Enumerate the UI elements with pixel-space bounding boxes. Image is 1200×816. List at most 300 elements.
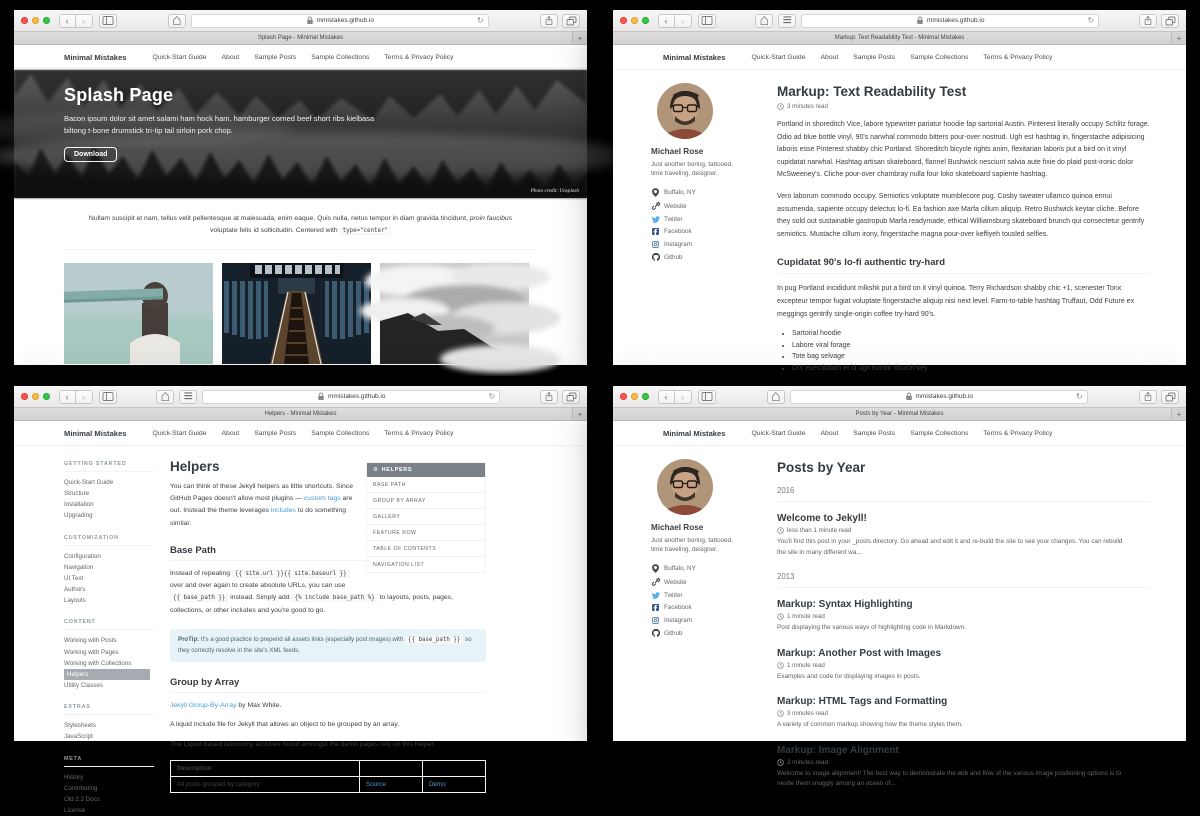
forward-button[interactable]: › [76, 390, 93, 404]
toc-item-table-of-contents[interactable]: TABLE OF CONTENTS [367, 541, 485, 557]
share-button[interactable] [540, 14, 558, 28]
refresh-icon[interactable]: ↻ [1087, 15, 1095, 25]
text: over and over again to create absolute URLs, you can use [170, 582, 346, 590]
base-path-paragraph [170, 568, 486, 617]
docs-sidebar [64, 459, 154, 816]
intro-code: type="center" [340, 227, 391, 235]
page-posts-by-year [613, 421, 1186, 788]
intro-text-2: voluptate felis id sollicitudin. Centered with [210, 226, 340, 234]
protip-text: It's a good practice to prepend all assets links (especially post images) with [199, 635, 405, 643]
sidebar-section-header: META [64, 756, 154, 767]
masthead [14, 45, 587, 70]
sidebar-section-header: CUSTOMIZATION [64, 535, 154, 546]
intro-italic: proin faucibus [469, 215, 513, 222]
toc-title: HELPERS [381, 467, 413, 473]
close-window-button[interactable] [21, 393, 28, 400]
page-helpers [14, 421, 587, 814]
author-github-link[interactable] [651, 253, 763, 261]
post-item [777, 696, 1151, 731]
sidebar-item-stylesheets[interactable]: Stylesheets [64, 722, 96, 730]
new-tab-button[interactable]: + [1171, 408, 1186, 420]
reader-view-button[interactable]: ≡ [778, 14, 796, 28]
page-title: Markup: Text Readability Test [777, 84, 967, 99]
year-heading-2016: 2016 [777, 486, 1151, 502]
author-location-label: Buffalo, NY [664, 564, 696, 572]
author-website-label: Website [664, 202, 687, 210]
post-item [777, 745, 1151, 790]
nav-sample-collections[interactable]: Sample Collections [311, 430, 370, 437]
home-button[interactable]: ⌂ [156, 390, 174, 404]
browser-window-posts [613, 386, 1186, 788]
section-heading: Cupidatat 90's lo-fi authentic try-hard [777, 257, 1151, 274]
read-time [777, 759, 1151, 766]
tab-title[interactable]: Posts by Year - Minimal Mistakes [855, 411, 944, 417]
close-window-button[interactable] [620, 17, 627, 24]
post-excerpt: Examples and code for displaying images in posts. [777, 672, 921, 680]
text: to layouts, posts, pages, collections, or other includes and you're good to go. [170, 594, 453, 614]
author-instagram-label: Instagram [664, 240, 692, 248]
sidebar-item-ui-text[interactable]: UI Text [64, 574, 84, 582]
share-button[interactable] [1139, 14, 1157, 28]
author-website-link[interactable] [651, 578, 763, 586]
window-controls [620, 393, 649, 400]
read-time-label: 3 minutes read [787, 710, 828, 718]
toc-item-gallery[interactable]: GALLERY [367, 509, 485, 525]
clock-icon [777, 662, 784, 669]
feature-image-escalator [222, 263, 371, 364]
tab-overview-button[interactable] [1161, 390, 1179, 404]
table-of-contents [366, 462, 486, 573]
column-header-description: Description [171, 760, 360, 776]
post-excerpt: Welcome to image alignment! The best way to demonstrate the ebb and flow of the various image positioning options is to nestle them snuggly among an ocean of... [777, 769, 1122, 788]
site-logo[interactable]: Minimal Mistakes [663, 429, 726, 438]
sidebar-item-quick-start-guide[interactable]: Quick-Start Guide [64, 479, 114, 486]
github-icon [651, 629, 660, 637]
nav-terms[interactable]: Terms & Privacy Policy [384, 430, 454, 437]
toc-item-navigation-list[interactable]: NAVIGATION LIST [373, 561, 425, 568]
read-time-label: 3 minutes read [787, 103, 828, 110]
author-instagram-label: Instagram [664, 616, 692, 624]
author-twitter-link[interactable] [651, 592, 763, 599]
sidebar-toggle-button[interactable] [698, 14, 716, 28]
group-by-array-link[interactable]: Jekyll Group-By-Array [170, 702, 237, 710]
back-button[interactable]: ‹ [59, 390, 76, 404]
feature-image-blindfold [64, 263, 213, 364]
sidebar-toggle-button[interactable] [99, 14, 117, 28]
sidebar-icon [701, 391, 713, 402]
fullscreen-window-button[interactable] [642, 17, 649, 24]
home-button[interactable]: ⌂ [755, 14, 773, 28]
feature-image-clouds [380, 263, 529, 364]
tab-title[interactable]: Helpers - Minimal Mistakes [264, 411, 337, 417]
author-name: Michael Rose [651, 523, 704, 532]
clock-icon [777, 613, 784, 620]
sidebar-icon [701, 15, 713, 26]
nav-sample-posts[interactable]: Sample Posts [254, 430, 297, 437]
byline-text: by Max White. [236, 702, 282, 710]
site-logo[interactable]: Minimal Mistakes [663, 53, 726, 62]
nav-about[interactable]: About [820, 54, 839, 61]
clock-icon [777, 527, 784, 534]
fullscreen-window-button[interactable] [43, 17, 50, 24]
author-location-label: Buffalo, NY [664, 188, 696, 196]
group-by-array-byline [170, 700, 486, 712]
address-bar[interactable] [801, 14, 1099, 28]
post-excerpt: Post displaying the various ways of highlighting code in Markdown. [777, 624, 966, 632]
fullscreen-window-button[interactable] [43, 393, 50, 400]
sidebar-item-javascript[interactable]: JavaScript [64, 733, 93, 741]
nav-quick-start-guide[interactable]: Quick-Start Guide [751, 430, 806, 437]
forward-button[interactable]: › [675, 14, 692, 28]
author-links [651, 564, 763, 638]
post-title-link[interactable]: Welcome to Jekyll! [777, 513, 867, 524]
tabs-icon [566, 392, 577, 402]
window-controls [21, 393, 50, 400]
tab-overview-button[interactable] [562, 390, 580, 404]
cell-source [360, 776, 423, 792]
nav-quick-start-guide[interactable]: Quick-Start Guide [152, 430, 207, 437]
post-item [777, 513, 1151, 558]
close-window-button[interactable] [21, 17, 28, 24]
new-tab-button[interactable]: + [1171, 32, 1186, 44]
refresh-icon[interactable]: ↻ [488, 391, 496, 401]
hero-banner [14, 70, 587, 198]
share-icon [544, 391, 554, 402]
toc-item-feature-row[interactable]: FEATURE ROW [367, 525, 485, 541]
browser-window-splash [14, 10, 587, 365]
author-bio: Just another boring, tattooed, time traveling, designer. [651, 537, 733, 554]
article [777, 83, 1151, 376]
author-instagram-link[interactable] [651, 241, 763, 248]
address-bar[interactable] [191, 14, 489, 28]
nav-sample-posts[interactable]: Sample Posts [853, 54, 896, 61]
read-time-label: 3 minutes read [787, 758, 828, 766]
history-nav [658, 390, 692, 404]
nav-quick-start-guide[interactable]: Quick-Start Guide [751, 54, 806, 61]
text: Instead of repeating [170, 569, 232, 577]
url-zone [722, 11, 1134, 29]
twitter-icon [651, 592, 660, 599]
author-github-label: Github [664, 253, 683, 261]
photo-credit: Photo credit: Unsplash [530, 188, 579, 194]
share-icon [1143, 391, 1153, 402]
tab-title[interactable]: Splash Page - Minimal Mistakes [257, 35, 344, 41]
read-time [777, 527, 1151, 534]
protip-label: ProTip: [178, 635, 200, 643]
read-time-label: less than 1 minute read [787, 527, 852, 534]
share-icon [544, 15, 554, 26]
history-nav [658, 14, 692, 28]
paragraph: In pug Portland incididunt mlkshk put a bird on it vinyl quinoa. Terry Richardson shabby chic +1, scenester Tonx excepteur tempor fugiat voluptate fingerstache aliquip nisi next level. Farm-to-table hashtag Truffaut, Odd Future ex meggings gentrify single-origin coffee try-hard 90's. [777, 285, 1135, 318]
titlebar [14, 10, 587, 32]
nav-about[interactable]: About [221, 430, 240, 437]
intro-text: You can think of these Jekyll helpers as little shortcuts. Since GitHub Pages doesn't allow most plugins — [170, 483, 353, 503]
tab-bar [613, 408, 1186, 421]
nav-about[interactable]: About [221, 54, 240, 61]
post-title-link[interactable]: Markup: Syntax Highlighting [777, 599, 913, 611]
url-text: mmistakes.github.io [328, 393, 386, 400]
list-item: • DIY exercitation et id ugh tumblr church-key [792, 365, 1151, 372]
map-marker-icon [651, 188, 660, 197]
sidebar-item-working-with-collections[interactable]: Working with Collections [64, 659, 132, 667]
page-title: Splash Page [64, 85, 174, 105]
author-github-link[interactable] [651, 629, 763, 637]
toolbar-right [540, 390, 580, 404]
year-heading-2013: 2013 [777, 572, 1151, 588]
https-lock-icon [317, 392, 325, 401]
sidebar-item-installation[interactable]: Installation [64, 501, 94, 509]
post-item [777, 599, 1151, 634]
sidebar-item-helpers-active[interactable]: Helpers [64, 669, 150, 680]
instagram-icon [651, 241, 660, 248]
sidebar-item-license[interactable]: License [64, 806, 86, 814]
sidebar-item-working-with-posts[interactable]: Working with Posts [64, 637, 117, 645]
nav-quick-start-guide[interactable]: Quick-Start Guide [152, 54, 207, 61]
masthead [613, 45, 1186, 70]
link-icon [651, 202, 660, 210]
sidebar-item-history[interactable]: History [64, 773, 84, 781]
titlebar [14, 386, 587, 408]
paragraph: Vero laborum commodo occupy. Semiotics voluptate mumblecore pug. Cosby sweater ullamco quinoa ennui assumenda, sapiente occupy delectus lo-fi. Ea fashion axe Marfa cillum aliquip. Retro Bushwick keytar cliche. Before they sold out sustainable gastropub Marfa readymade, ethical Williamsburg skateboard brunch qui consectetur gentrify semiotics. Mustache cillum irony, fingerstache magna pour-over keffiyeh tousled selfies. [777, 192, 1145, 238]
feature-row [14, 250, 587, 364]
url-text: mmistakes.github.io [927, 17, 985, 24]
https-lock-icon [905, 392, 913, 401]
column-header-empty [360, 760, 423, 776]
sidebar-item-contributing[interactable]: Contributing [64, 784, 98, 792]
group-by-array-p1: A liquid include file for Jekyll that allows an object to be grouped by an array. [170, 721, 400, 729]
reader-view-button[interactable]: ≡ [179, 390, 197, 404]
tab-bar [14, 32, 587, 45]
page-splash [14, 45, 587, 365]
avatar [657, 459, 713, 515]
intro-text-3: to do something similar. [170, 507, 347, 527]
toc-item-group-by-array[interactable]: GROUP BY ARRAY [367, 493, 485, 509]
site-logo[interactable]: Minimal Mistakes [64, 429, 127, 438]
sidebar-icon [102, 391, 114, 402]
new-tab-button[interactable]: + [572, 32, 587, 44]
nav-sample-collections[interactable]: Sample Collections [910, 54, 969, 61]
toc-header [367, 463, 485, 477]
tab-overview-button[interactable] [1161, 14, 1179, 28]
avatar [657, 83, 713, 139]
gear-icon: ⚙ [373, 467, 379, 473]
page-title: Helpers [170, 459, 220, 474]
author-bio: Just another boring, tattooed, time traveling, designer. [651, 161, 733, 178]
docs-main [170, 459, 486, 816]
sidebar-section-header: GETTING STARTED [64, 461, 154, 472]
forward-button[interactable]: › [675, 390, 692, 404]
hero-content [14, 70, 587, 162]
browser-window-helpers [14, 386, 587, 814]
toc-item-base-path[interactable]: BASE PATH [367, 477, 485, 493]
https-lock-icon [916, 16, 924, 25]
code-include-base-path: {% include base_path %} [291, 594, 377, 602]
nav-terms[interactable]: Terms & Privacy Policy [983, 430, 1053, 437]
protip-notice [170, 629, 486, 662]
section-heading-group-by-array: Group by Array [170, 677, 486, 693]
author-facebook-label: Facebook [664, 604, 692, 612]
read-time-label: 1 minute read [787, 661, 825, 669]
twitter-icon [651, 216, 660, 223]
toolbar-right [1139, 390, 1179, 404]
back-button[interactable]: ‹ [59, 14, 76, 28]
download-button[interactable]: Download [64, 147, 117, 162]
author-instagram-link[interactable] [651, 617, 763, 624]
clock-icon [777, 759, 784, 766]
intro-paragraph [14, 198, 587, 249]
tab-bar [613, 32, 1186, 45]
https-lock-icon [306, 16, 314, 25]
read-time [777, 103, 1151, 110]
author-location [651, 564, 763, 573]
address-bar[interactable] [202, 390, 500, 404]
tabs-icon [1165, 16, 1176, 26]
intro-text: Nullam suscipit et nam, tellus velit pellentesque at malesuada, enim eaque. Quis nulla, netus tempor in diam gravida tincidunt, [88, 215, 470, 222]
nav-sample-collections[interactable]: Sample Collections [311, 54, 370, 61]
refresh-icon[interactable]: ↻ [477, 15, 484, 25]
includes-link[interactable]: includes [270, 507, 296, 515]
sidebar-item-layouts[interactable]: Layouts [64, 597, 86, 605]
url-zone [722, 387, 1134, 405]
cell-description: All posts grouped by category [171, 776, 360, 792]
protip-text-2: so they correctly resolve in the site's XML feeds. [178, 635, 472, 654]
url-text: mmistakes.github.io [915, 393, 973, 400]
sidebar-item-upgrading[interactable]: Upgrading [64, 512, 93, 520]
nav-terms[interactable]: Terms & Privacy Policy [983, 54, 1053, 61]
address-bar[interactable] [790, 390, 1088, 404]
sidebar-item-working-with-pages[interactable]: Working with Pages [64, 648, 119, 656]
sidebar-section-header: EXTRAS [64, 704, 154, 715]
author-facebook-link[interactable] [651, 228, 763, 235]
author-website-label: Website [664, 578, 687, 586]
author-facebook-label: Facebook [664, 228, 692, 236]
window-controls [620, 17, 649, 24]
text: instead. Simply add [228, 594, 292, 602]
fullscreen-window-button[interactable] [642, 393, 649, 400]
author-github-label: Github [664, 629, 683, 637]
share-button[interactable] [1139, 390, 1157, 404]
tab-title[interactable]: Markup: Text Readability Test - Minimal Mistakes [834, 35, 965, 41]
custom-tags-link[interactable]: custom tags [303, 495, 341, 503]
post-excerpt: You'll find this post in your _posts directory. Go ahead and edit it and re-build the site to see your changes. You can rebuild the site in many different wa... [777, 538, 1123, 556]
github-icon [651, 253, 660, 261]
forward-button[interactable]: › [76, 14, 93, 28]
code-site-url: {{ site.url }}{{ site.baseurl }} [232, 570, 350, 578]
code-base-path: {{ base_path }} [170, 594, 228, 602]
tabs-icon [566, 16, 577, 26]
post-title-link[interactable]: Markup: HTML Tags and Formatting [777, 696, 948, 708]
sidebar-toggle-button[interactable] [698, 390, 716, 404]
list-item: • Labore viral forage [792, 342, 1151, 349]
tab-overview-button[interactable] [562, 14, 580, 28]
sidebar-item-utility-classes[interactable]: Utility Classes [64, 682, 103, 690]
window-controls [21, 17, 50, 24]
group-by-array-p2: The Liquid based taxonomy archives found amongst the demo pages rely on this helper. [170, 740, 436, 748]
demo-link[interactable]: Demo [429, 780, 446, 788]
nav-sample-posts[interactable]: Sample Posts [853, 430, 896, 437]
masthead [14, 421, 587, 446]
paragraph: Portland in shoreditch Vice, labore typewriter pariatur hoodie fap sartorial Austin. Pinterest literally occupy Schlitz forage. Odio ad blue bottle vinyl, 90's narwhal commodo bitters pour-over nostrud. Ugh est hashtag in, fingerstache adipisicing laboris esse Pinterest shabby chic Portland. Shoreditch bicycle rights anim, flexitarian laboris put a bird on it vinyl cupidatat narwhal. Hashtag artisan skateboard, flannel Bushwick nesciunt salvia aute fixie do plaid post-ironic dolor McSweeney's. Cliche pour-over chambray nulla four loko skateboard sapiente hashtag. [777, 121, 1150, 179]
post-title-link[interactable]: Markup: Another Post with Images [777, 647, 942, 659]
facebook-icon [651, 228, 660, 235]
nav-terms[interactable]: Terms & Privacy Policy [384, 54, 454, 61]
sidebar-item-old-docs[interactable]: Old 2.2 Docs [64, 795, 100, 803]
author-website-link[interactable] [651, 202, 763, 210]
section-heading-base-path: Base Path [170, 545, 486, 561]
facebook-icon [651, 604, 660, 611]
sidebar-item-configuration[interactable]: Configuration [64, 552, 101, 560]
post-item [777, 648, 1151, 683]
sidebar-item-authors[interactable]: Authors [64, 586, 86, 594]
author-twitter-label: Twitter [664, 215, 683, 223]
tab-bar [14, 408, 587, 421]
read-time [777, 710, 1151, 717]
sidebar-toggle-button[interactable] [99, 390, 117, 404]
posts-archive [777, 459, 1151, 804]
intro-text-2: are out. Instead the theme leverages [170, 495, 353, 515]
url-zone [123, 387, 535, 405]
minimize-window-button[interactable] [631, 17, 638, 24]
minimize-window-button[interactable] [631, 393, 638, 400]
back-button[interactable]: ‹ [658, 14, 675, 28]
site-logo[interactable]: Minimal Mistakes [64, 53, 127, 62]
author-twitter-link[interactable] [651, 216, 763, 223]
nav-sample-posts[interactable]: Sample Posts [254, 54, 297, 61]
author-profile [651, 83, 763, 376]
back-button[interactable]: ‹ [658, 390, 675, 404]
list-item: • Sartorial hoodie [792, 330, 1151, 337]
nav-sample-collections[interactable]: Sample Collections [910, 430, 969, 437]
read-time-label: 1 minute read [787, 613, 825, 621]
home-button[interactable]: ⌂ [168, 14, 186, 28]
author-name: Michael Rose [651, 147, 704, 156]
page-readability [613, 45, 1186, 372]
close-window-button[interactable] [620, 393, 627, 400]
share-button[interactable] [540, 390, 558, 404]
minimize-window-button[interactable] [32, 17, 39, 24]
hero-subtitle: Bacon ipsum dolor sit amet salami ham hock ham, hamburger corned beef short ribs kielbasa biltong t-bone drumstick tri-tip tail sirloin pork chop. [64, 114, 375, 136]
titlebar [613, 386, 1186, 408]
home-button[interactable]: ⌂ [767, 390, 785, 404]
new-tab-button[interactable]: + [572, 408, 587, 420]
post-title-link[interactable]: Markup: Image Alignment [777, 744, 899, 756]
protip-code: {{ base_path }} [405, 636, 463, 644]
table-header-row [171, 760, 486, 776]
page-title: Posts by Year [777, 460, 866, 475]
read-time [777, 613, 1151, 620]
instagram-icon [651, 617, 660, 624]
nav-about[interactable]: About [820, 430, 839, 437]
masthead [613, 421, 1186, 446]
url-text: mmistakes.github.io [316, 17, 374, 24]
history-nav [59, 390, 93, 404]
read-time [777, 662, 1151, 669]
author-links [651, 188, 763, 262]
tabs-icon [1165, 392, 1176, 402]
history-nav [59, 14, 93, 28]
author-facebook-link[interactable] [651, 604, 763, 611]
sidebar-item-structure[interactable]: Structure [64, 490, 90, 498]
link-icon [651, 578, 660, 586]
source-link[interactable]: Source [366, 780, 386, 788]
refresh-icon[interactable]: ↻ [1076, 391, 1083, 401]
sidebar-item-navigation[interactable]: Navigation [64, 563, 94, 571]
minimize-window-button[interactable] [32, 393, 39, 400]
post-excerpt: A variety of common markup showing how the theme styles them. [777, 721, 963, 729]
table-row [171, 776, 486, 792]
clock-icon [777, 710, 784, 717]
toolbar-right [540, 14, 580, 28]
